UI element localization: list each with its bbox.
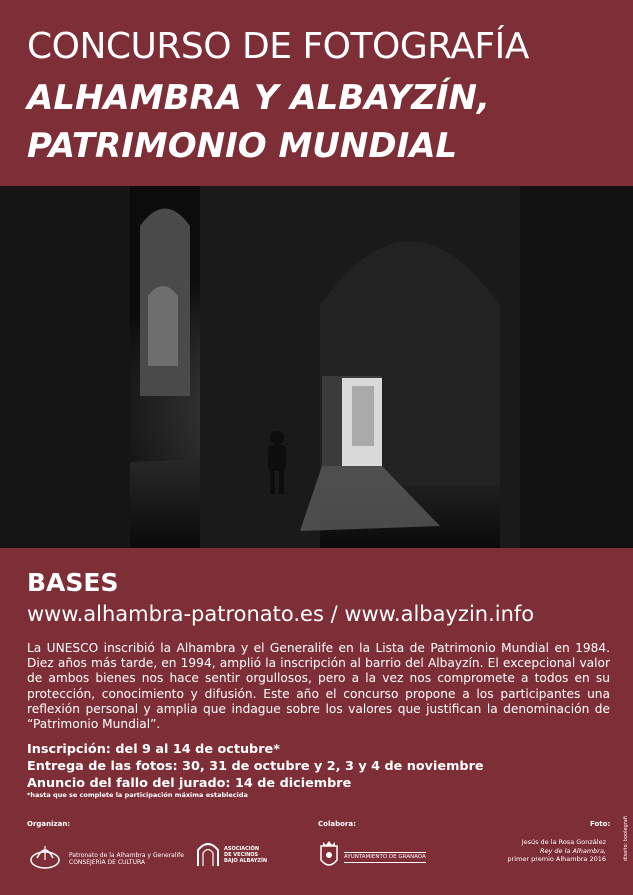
org2-line1: ASOCIACIÓN xyxy=(224,846,260,852)
arch-logo-icon xyxy=(196,838,220,868)
design-credit: diseño: boolegrafi xyxy=(623,816,629,861)
footnote: *hasta que se complete la participación máxima establecida xyxy=(27,791,248,799)
website-links: www.alhambra-patronato.es / www.albayzin.info xyxy=(27,602,535,626)
date-submission: Entrega de las fotos: 30, 31 de octubre y 2, 3 y 4 de noviembre xyxy=(27,759,484,774)
colab-text: AYUNTAMIENTO DE GRANADA xyxy=(344,852,426,863)
org2-line2: DE VECINOS xyxy=(224,852,259,858)
junta-andalucia-logo-icon xyxy=(27,838,63,874)
date-registration: Inscripción: del 9 al 14 de octubre* xyxy=(27,742,280,757)
photo-credit xyxy=(446,838,606,864)
credit-title: Rey de la Alhambra, xyxy=(539,846,606,855)
bases-heading: BASES xyxy=(27,568,119,597)
foto-label: Foto: xyxy=(590,820,611,828)
colabora-label: Colabora: xyxy=(318,820,356,828)
title-line-2: ALHAMBRA Y ALBAYZÍN, xyxy=(27,78,490,118)
dates-block xyxy=(27,741,484,792)
credit-award: primer premio Alhambra 2016 xyxy=(507,855,606,863)
date-announcement: Anuncio del fallo del jurado: 14 de diciembre xyxy=(27,776,352,791)
organizan-label: Organizan: xyxy=(27,820,71,828)
hero-photo xyxy=(0,186,633,548)
org1-line2: CONSEJERÍA DE CULTURA xyxy=(69,859,146,866)
title-line-1: CONCURSO DE FOTOGRAFÍA xyxy=(27,26,529,67)
organizer-logo-1 xyxy=(27,838,184,878)
coat-of-arms-logo-icon xyxy=(318,838,340,870)
org2-line3: BAJO ALBAYZÍN xyxy=(224,858,268,864)
description-text: La UNESCO inscribió la Alhambra y el Generalife en la Lista de Patrimonio Mundial en 1984. Diez años más tarde, en 1994, amplió la inscripción al barrio del Albayzín. El excepcional valor de ambos bienes nos hace sentir orgullosos, pero a la vez nos compromete a todos en su protección, conocimiento y difusión. Este año el concurso propone a los participantes una reflexión personal y amplia que indague sobre los valores que justifican la denominación de “Patrimonio Mundial”. xyxy=(27,641,610,732)
credit-author: Jesús de la Rosa González xyxy=(521,838,606,846)
title-line-3: PATRIMONIO MUNDIAL xyxy=(27,126,458,166)
organizer-logo-2 xyxy=(196,838,276,878)
org1-line1: Patronato de la Alhambra y Generalife xyxy=(69,852,184,859)
